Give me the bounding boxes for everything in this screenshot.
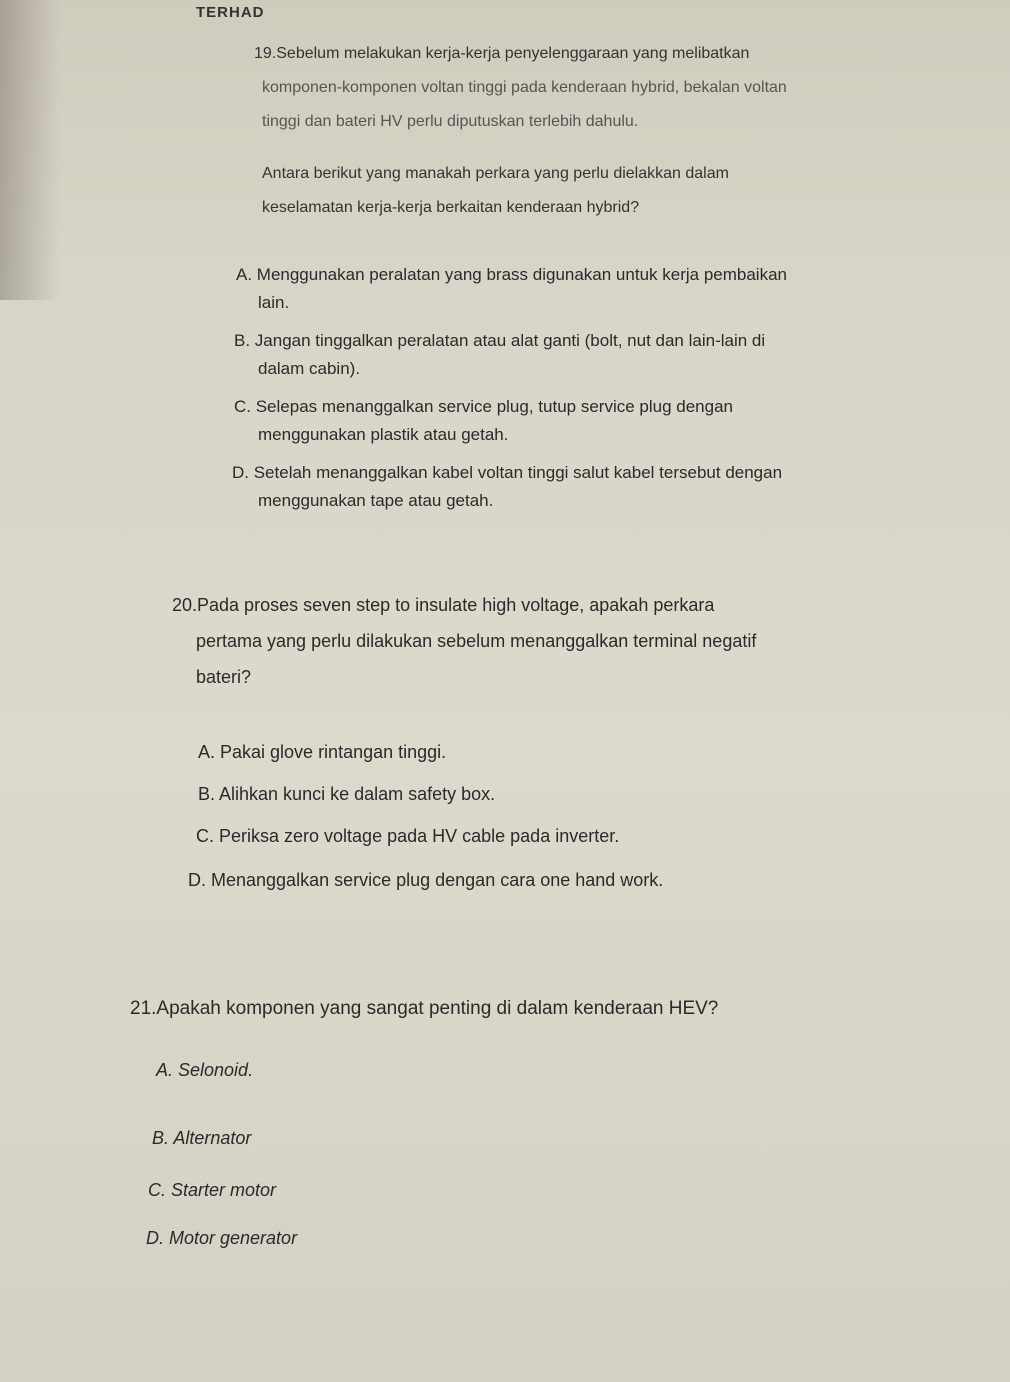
q20-stem-line-2: pertama yang perlu dilakukan sebelum menanggalkan terminal negatif bbox=[196, 631, 757, 651]
q20-stem-line-3: bateri? bbox=[196, 667, 252, 687]
q19-option-a-line-1: A. Menggunakan peralatan yang brass digunakan untuk kerja pembaikan bbox=[236, 265, 787, 284]
q19-option-c-line-2: menggunakan plastik atau getah. bbox=[258, 425, 509, 444]
q20-stem-line-1: 20.Pada proses seven step to insulate high voltage, apakah perkara bbox=[172, 595, 715, 615]
q19-prompt-line-1: Antara berikut yang manakah perkara yang perlu dielakkan dalam bbox=[262, 165, 729, 182]
page-edge-shadow bbox=[0, 0, 60, 300]
q19-option-b-line-1: B. Jangan tinggalkan peralatan atau alat ganti (bolt, nut dan lain-lain di bbox=[234, 331, 766, 350]
q19-stem-line-2: komponen-komponen voltan tinggi pada kenderaan hybrid, bekalan voltan bbox=[262, 79, 787, 96]
q20-option-d: D. Menanggalkan service plug dengan cara one hand work. bbox=[188, 870, 664, 890]
q21-option-a: A. Selonoid. bbox=[156, 1060, 254, 1080]
restricted-label: TERHAD bbox=[196, 4, 265, 21]
q19-option-c-line-1: C. Selepas menanggalkan service plug, tutup service plug dengan bbox=[234, 397, 733, 416]
q19-option-a-line-2: lain. bbox=[258, 293, 290, 312]
q19-option-d-line-2: menggunakan tape atau getah. bbox=[258, 491, 494, 510]
q20-option-b: B. Alihkan kunci ke dalam safety box. bbox=[198, 784, 496, 804]
q19-stem-line-1: 19.Sebelum melakukan kerja-kerja penyelenggaraan yang melibatkan bbox=[254, 45, 750, 62]
q19-prompt-line-2: keselamatan kerja-kerja berkaitan kenderaan hybrid? bbox=[262, 199, 640, 216]
q21-option-b: B. Alternator bbox=[152, 1128, 252, 1148]
q21-stem: 21.Apakah komponen yang sangat penting di dalam kenderaan HEV? bbox=[130, 998, 719, 1019]
q19-option-b-line-2: dalam cabin). bbox=[258, 359, 361, 378]
q20-option-a: A. Pakai glove rintangan tinggi. bbox=[198, 742, 447, 762]
q20-option-c: C. Periksa zero voltage pada HV cable pada inverter. bbox=[196, 826, 620, 846]
q19-option-d-line-1: D. Setelah menanggalkan kabel voltan tinggi salut kabel tersebut dengan bbox=[232, 463, 783, 482]
q19-stem-line-3: tinggi dan bateri HV perlu diputuskan terlebih dahulu. bbox=[262, 113, 639, 130]
q21-option-c: C. Starter motor bbox=[148, 1180, 277, 1200]
q21-option-d: D. Motor generator bbox=[146, 1228, 298, 1248]
